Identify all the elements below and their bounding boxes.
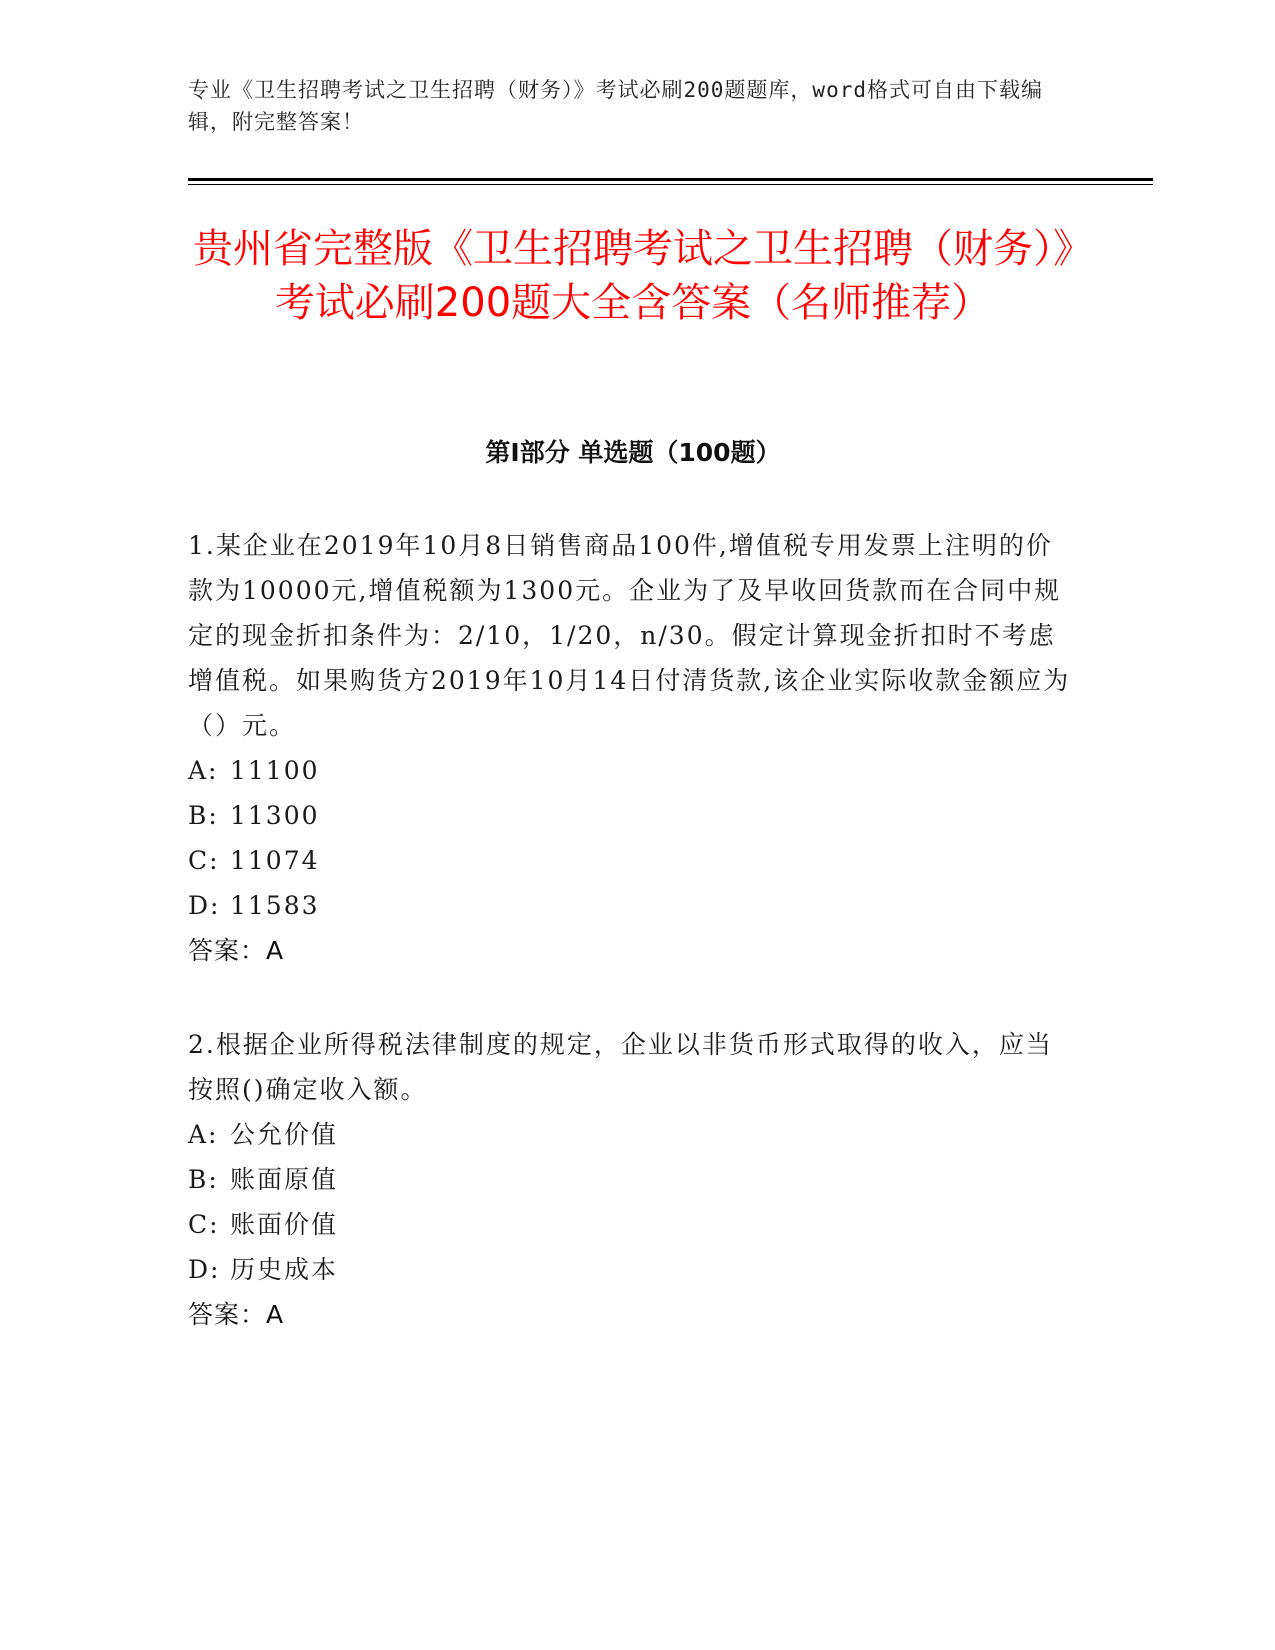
question-stem: 2.根据企业所得税法律制度的规定，企业以非货币形式取得的收入，应当按照()确定收入额。: [188, 1030, 1053, 1104]
option-key: B:: [188, 801, 219, 830]
option-key: A:: [188, 1120, 219, 1149]
document-title: 贵州省完整版《卫生招聘考试之卫生招聘（财务）》考试必刷200题大全含答案（名师推荐）: [193, 226, 1073, 326]
option-d: [188, 1247, 1078, 1292]
option-a: [188, 1112, 1078, 1157]
option-c: [188, 838, 1078, 883]
option-text: 11583: [230, 891, 320, 920]
option-text: 历史成本: [230, 1255, 339, 1284]
option-b: [188, 1157, 1078, 1202]
answer-line: 答案：A: [188, 1300, 285, 1329]
option-text: 账面原值: [230, 1165, 339, 1194]
option-key: D:: [188, 891, 221, 920]
option-text: 公允价值: [230, 1120, 339, 1149]
header-note: 专业《卫生招聘考试之卫生招聘（财务）》考试必刷200题题库，word格式可自由下载编辑，附完整答案！: [188, 78, 1043, 134]
option-key: D:: [188, 1255, 221, 1284]
option-text: 账面价值: [230, 1210, 339, 1239]
section-heading: 第I部分 单选题（100题）: [485, 438, 781, 467]
option-text: 11300: [230, 801, 320, 830]
question-stem: 1.某企业在2019年10月8日销售商品100件,增值税专用发票上注明的价款为10000元,增值税额为1300元。企业为了及早收回货款而在合同中规定的现金折扣条件为：2/10，1/20，n/30。假定计算现金折扣时不考虑增值税。如果购货方2019年10月14日付清货款,该企业实际收款金额应为（）元。: [188, 531, 1071, 740]
option-text: 11074: [230, 846, 320, 875]
option-text: 11100: [230, 756, 320, 785]
option-c: [188, 1202, 1078, 1247]
option-a: [188, 748, 1078, 793]
option-key: C:: [188, 846, 220, 875]
answer-line: 答案：A: [188, 936, 285, 965]
header-rule-thick: [188, 178, 1153, 181]
option-key: C:: [188, 1210, 220, 1239]
option-key: B:: [188, 1165, 219, 1194]
header-rule-thin: [188, 184, 1153, 185]
option-key: A:: [188, 756, 219, 785]
question-1: [188, 523, 1078, 973]
question-2: [188, 1022, 1078, 1337]
option-d: [188, 883, 1078, 928]
option-b: [188, 793, 1078, 838]
